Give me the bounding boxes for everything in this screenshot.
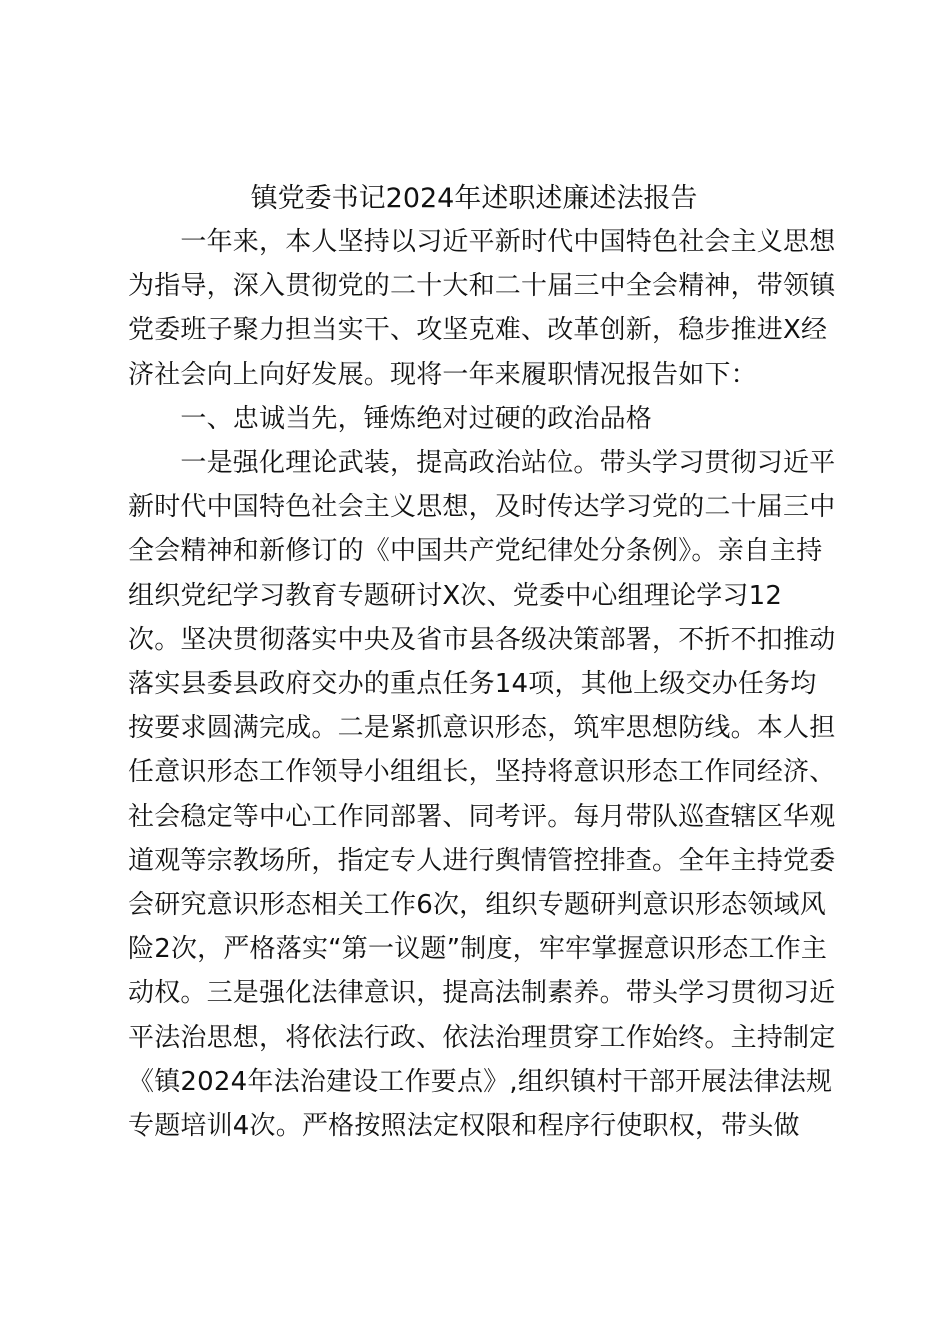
document-line: 社会稳定等中心工作同部署、同考评。每月带队巡查辖区华观 (128, 801, 836, 832)
document-line: 为指导，深入贯彻党的二十大和二十届三中全会精神，带领镇 (128, 271, 836, 302)
document-line: 《镇2024年法治建设工作要点》,组织镇村干部开展法律法规 (128, 1066, 833, 1097)
document-title: 镇党委书记2024年述职述廉述法报告 (250, 183, 698, 214)
document-line: 次。坚决贯彻落实中央及省市县各级决策部署，不折不扣推动 (128, 624, 836, 655)
document-line: 专题培训4次。严格按照法定权限和程序行使职权，带头做 (128, 1111, 800, 1141)
document-line: 一是强化理论武装，提高政治站位。带头学习贯彻习近平 (128, 448, 836, 478)
document-line: 会研究意识形态相关工作6次，组织专题研判意识形态领域风 (128, 890, 826, 920)
document-line: 险2次，严格落实“第一议题”制度，牢牢掌握意识形态工作主 (128, 934, 828, 965)
document-line: 党委班子聚力担当实干、攻坚克难、改革创新，稳步推进X经 (128, 315, 828, 346)
document-line: 全会精神和新修订的《中国共产党纪律处分条例》。亲自主持 (128, 536, 823, 567)
document-line: 道观等宗教场所，指定专人进行舆情管控排查。全年主持党委 (128, 845, 836, 876)
document-line: 济社会向上向好发展。现将一年来履职情况报告如下： (128, 359, 757, 390)
document-line: 一年来，本人坚持以习近平新时代中国特色社会主义思想 (128, 227, 836, 257)
document-line: 组织党纪学习教育专题研讨X次、党委中心组理论学习12 (128, 580, 783, 611)
document-line: 新时代中国特色社会主义思想，及时传达学习党的二十届三中 (128, 492, 836, 523)
document-line: 任意识形态工作领导小组组长，坚持将意识形态工作同经济、 (128, 757, 836, 788)
document-line: 平法治思想，将依法行政、依法治理贯穿工作始终。主持制定 (128, 1022, 836, 1053)
document-line: 动权。三是强化法律意识，提高法制素养。带头学习贯彻习近 (128, 978, 836, 1009)
document-line: 按要求圆满完成。二是紧抓意识形态，筑牢思想防线。本人担 (128, 713, 836, 744)
document-line: 落实县委县政府交办的重点任务14项，其他上级交办任务均 (128, 669, 817, 699)
document-line: 一、忠诚当先，锤炼绝对过硬的政治品格 (128, 403, 653, 434)
